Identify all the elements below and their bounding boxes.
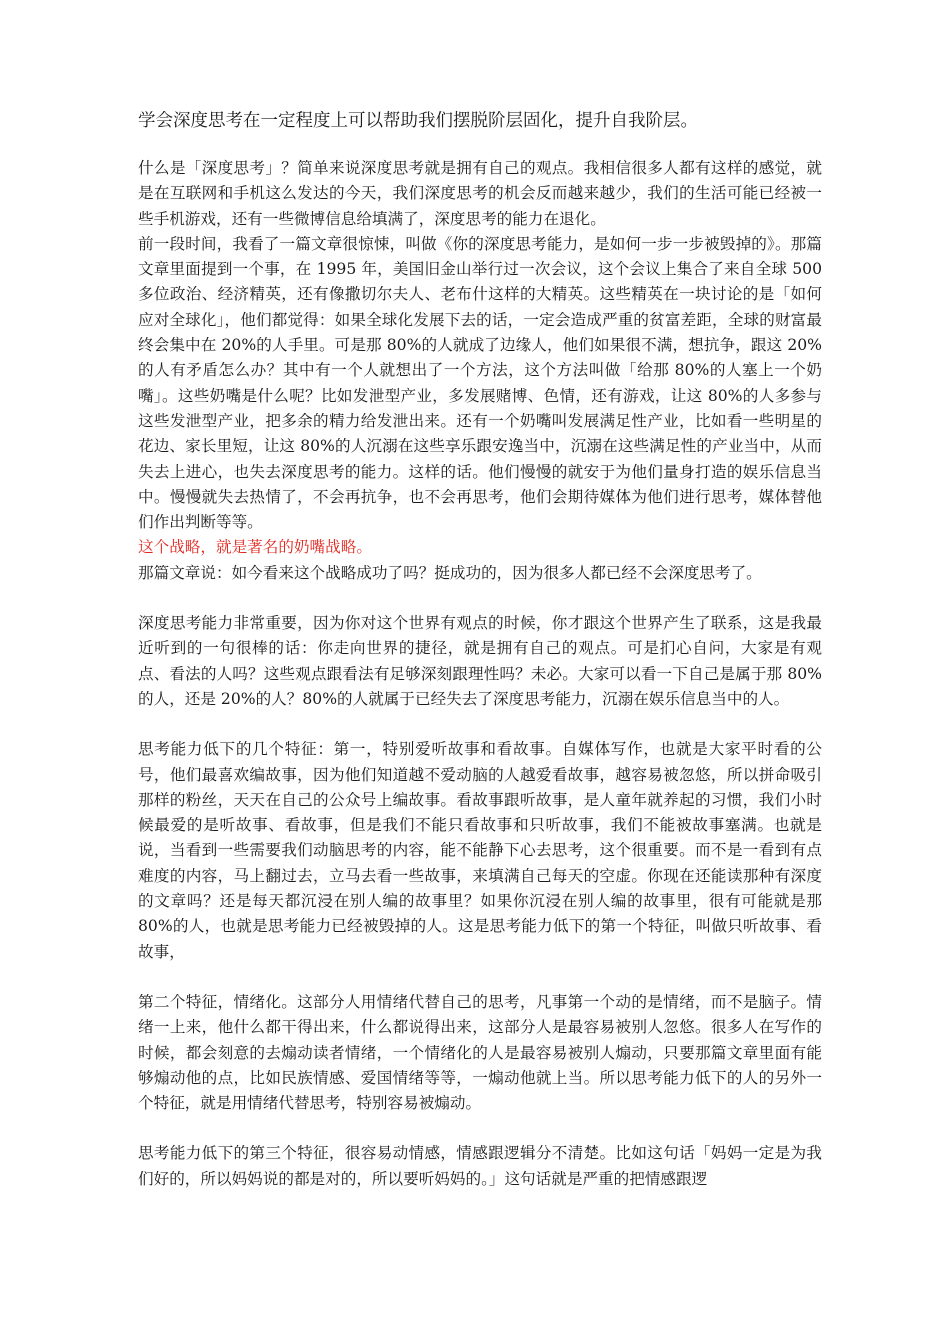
paragraph-feature-three: 思考能力低下的第三个特征，很容易动情感，情感跟逻辑分不清楚。比如这句话「妈妈一定是为我们好的，所以妈妈说的都是对的，所以要听妈妈的。」这句话就是严重的把情感跟逻	[138, 1144, 822, 1188]
paragraph-deep-thinking-definition: 什么是「深度思考」？简单来说深度思考就是拥有自己的观点。我相信很多人都有这样的感觉，就是在互联网和手机这么发达的今天，我们深度思考的机会反而越来越少，我们的生活可能已经被一些手机游戏，还有一些微博信息给填满了，深度思考的能力在退化。	[138, 159, 822, 228]
paragraph-strategy-success: 那篇文章说：如今看来这个战略成功了吗？挺成功的，因为很多人都已经不会深度思考了。	[138, 563, 762, 582]
article-heading: 学会深度思考在一定程度上可以帮助我们摆脱阶层固化，提升自我阶层。	[138, 111, 698, 131]
paragraph-pacifier-strategy-story: 前一段时间，我看了一篇文章很惊悚，叫做《你的深度思考能力，是如何一步一步被毁掉的》。那篇文章里面提到一个事，在 1995 年，美国旧金山举行过一次会议，这个会议上集合了来自全球 500 多位政治、经济精英，还有像撒切尔夫人、老布什这样的大精英。这些精英在一块讨论的是「如何应对全球化」，他们都觉得：如果全球化发展下去的话，一定会造成严重的贫富差距，全球的财富最终会集中在 20%的人手里。可是那 80%的人就成了边缘人，他们如果很不满，想抗争，跟这 20%的人有矛盾怎么办？其中有一个人就想出了一个方法，这个方法叫做「给那 80%的人塞上一个奶嘴」。这些奶嘴是什么呢？比如发泄型产业，多发展赌博、色情，还有游戏，让这 80%的人多参与这些发泄型产业，把多余的精力给发泄出来。还有一个奶嘴叫发展满足性产业，比如看一些明星的花边、家长里短，让这 80%的人沉溺在这些享乐跟安逸当中，沉溺在这些满足性的产业当中，从而失去上进心，也失去深度思考的能力。这样的话。他们慢慢的就安于为他们量身打造的娱乐信息当中。慢慢就失去热情了，不会再抗争，也不会再思考，他们会期待媒体为他们进行思考，媒体替他们作出判断等等。	[138, 234, 822, 532]
paragraph-feature-two: 第二个特征，情绪化。这部分人用情绪代替自己的思考，凡事第一个动的是情绪，而不是脑子。情绪一上来，他什么都干得出来，什么都说得出来，这部分人是最容易被别人忽悠。很多人在写作的时候，都会刻意的去煽动读者情绪，一个情绪化的人是最容易被别人煽动，只要那篇文章里面有能够煽动他的点，比如民族情感、爱国情绪等等，一煽动他就上当。所以思考能力低下的人的另外一个特征，就是用情绪代替思考，特别容易被煽动。	[138, 992, 822, 1113]
paragraph-feature-one: 思考能力低下的几个特征：第一，特别爱听故事和看故事。自媒体写作，也就是大家平时看的公号，他们最喜欢编故事，因为他们知道越不爱动脑的人越爱看故事，越容易被忽悠，所以拼命吸引那样的粉丝，天天在自己的公众号上编故事。看故事跟听故事，是人童年就养起的习惯，我们小时候最爱的是听故事、看故事，但是我们不能只看故事和只听故事，我们不能被故事塞满。也就是说，当看到一些需要我们动脑思考的内容，能不能静下心去思考，这个很重要。而不是一看到有点难度的内容，马上翻过去，立马去看一些故事，来填满自己每天的空虚。你现在还能读那种有深度的文章吗？还是每天都沉浸在别人编的故事里？如果你沉浸在别人编的故事里，很有可能就是那 80%的人，也就是思考能力已经被毁掉的人。这是思考能力低下的第一个特征，叫做只听故事、看故事，	[138, 740, 822, 961]
paragraph-highlight-pacifier-strategy: 这个战略，就是著名的奶嘴战略。	[138, 538, 372, 557]
paragraph-importance: 深度思考能力非常重要，因为你对这个世界有观点的时候，你才跟这个世界产生了联系，这是我最近听到的一句很棒的话：你走向世界的捷径，就是拥有自己的观点。可是扪心自问，大家是有观点、看法的人吗？这些观点跟看法有足够深刻跟理性吗？未必。大家可以看一下自己是属于那 80%的人，还是 20%的人？80%的人就属于已经失去了深度思考能力，沉溺在娱乐信息当中的人。	[138, 614, 822, 708]
